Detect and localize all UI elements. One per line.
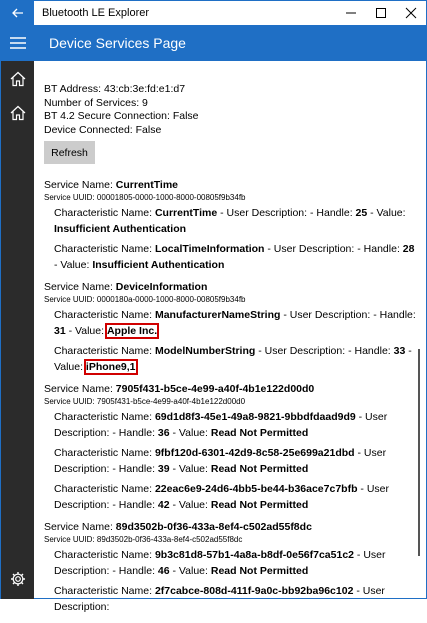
characteristic-item[interactable]: Characteristic Name: ManufacturerNameString - User Description: - Handle: 31 - Value: Apple Inc. — [54, 309, 416, 337]
settings-button[interactable] — [1, 563, 34, 595]
hamburger-button[interactable] — [1, 25, 34, 61]
maximize-icon — [376, 8, 386, 18]
service-name: 7905f431-b5ce-4e99-a40f-4b1e122d00d0 — [115, 383, 315, 395]
bt-address-row: BT Address: 43:cb:3e:fd:e1:d7 — [44, 83, 186, 95]
minimize-icon — [346, 8, 356, 18]
bt-address-value: 43:cb:3e:fd:e1:d7 — [103, 83, 186, 95]
characteristic-item[interactable]: Characteristic Name: 22eac6e9-24d6-4bb5-be44-b36ace7c7bfb - User Description: - Handle: 42 - Value: Read Not Permitted — [54, 483, 389, 511]
home-icon — [10, 105, 26, 121]
characteristic-item[interactable]: Characteristic Name: 2f7cabce-808d-411f-9a0c-bb92ba96c102 - User Description: — [54, 585, 385, 613]
service-item: Service Name: 89d3502b-0f36-433a-8ef4-c502ad55f8dc Service UUID: 89d3502b-0f36-433a-8ef4-c502ad55f8dc Characteristic Name: 9b3c81d8-57b1-4a8a-b8df-0e56f7ca51c2 - User Description: - Handle: 46 - Value: Read Not Permitted Characteristic Name: 2f7cabce-808d-411f-9a0c-bb92ba96c102 - User Description: — [44, 521, 416, 615]
characteristic-item[interactable]: Characteristic Name: CurrentTime - User Description: - Handle: 25 - Value: Insufficient Authentication — [54, 207, 406, 235]
back-arrow-icon — [12, 8, 24, 18]
service-uuid: 00001805-0000-1000-8000-00805f9b34fb — [96, 193, 246, 202]
service-name: 89d3502b-0f36-433a-8ef4-c502ad55f8dc — [115, 521, 312, 533]
minimize-button[interactable] — [336, 1, 366, 25]
title-bar — [1, 1, 426, 25]
service-item: Service Name: 7905f431-b5ce-4e99-a40f-4b1e122d00d0 Service UUID: 7905f431-b5ce-4e99-a40f-4b1e122d00d0 Characteristic Name: 69d1d8f3-45e1-49a8-9821-9bbdfdaad9d9 - User Description: - Handle: 36 - Value: Read Not Permitted Characteristic Name: 9fbf120d-6301-42d9-8c58-25e699a21dbd - User Description: - Handle: 39 - Value: Read Not Permitted Characteristic Name: 22eac6e9-24d6-4bb5-be44-b36ace7c7bfb - User Description: - Handle: 42 - Value: Read Not Permitted — [44, 383, 416, 513]
page-title: Device Services Page — [49, 35, 186, 51]
device-connected-row: Device Connected: False — [44, 123, 162, 136]
service-uuid: 0000180a-0000-1000-8000-00805f9b34fb — [96, 295, 246, 304]
characteristic-item[interactable]: Characteristic Name: 9fbf120d-6301-42d9-8c58-25e699a21dbd - User Description: - Handle: 39 - Value: Read Not Permitted — [54, 447, 387, 475]
content-area — [34, 61, 426, 613]
secure-connection-row: BT 4.2 Secure Connection: False — [44, 110, 199, 123]
service-uuid: 89d3502b-0f36-433a-8ef4-c502ad55f8dc — [96, 535, 243, 544]
nav-home-button[interactable] — [1, 63, 34, 95]
highlighted-value: iPhone9,1 — [85, 361, 136, 373]
refresh-button[interactable]: Refresh — [44, 141, 95, 164]
app-title: Bluetooth LE Explorer — [42, 7, 150, 19]
gear-icon — [10, 571, 26, 587]
nav-rail — [1, 61, 34, 599]
services-count-row: Number of Services: 9 — [44, 96, 148, 109]
device-info — [44, 83, 199, 137]
characteristic-item[interactable]: Characteristic Name: LocalTimeInformation - User Description: - Handle: 28 - Value: Insufficient Authentication — [54, 243, 415, 271]
back-button[interactable] — [1, 1, 34, 25]
services-count-value: 9 — [142, 96, 148, 109]
characteristic-item[interactable]: Characteristic Name: 9b3c81d8-57b1-4a8a-b8df-0e56f7ca51c2 - User Description: - Handle: 46 - Value: Read Not Permitted — [54, 549, 386, 577]
nav-home-button-2[interactable] — [1, 97, 34, 129]
close-icon — [406, 8, 416, 18]
service-item: Service Name: CurrentTime Service UUID: 00001805-0000-1000-8000-00805f9b34fb Characteristic Name: CurrentTime - User Description: - Handle: 25 - Value: Insufficient Authentication Characteristic Name: LocalTimeInformation - User Description: - Handle: 28 - Value: Insufficient Authentication — [44, 179, 415, 271]
services-list — [44, 179, 416, 623]
page-header — [1, 25, 426, 61]
service-name: CurrentTime — [115, 179, 179, 191]
characteristic-item[interactable]: Characteristic Name: 69d1d8f3-45e1-49a8-9821-9bbdfdaad9d9 - User Description: - Handle: 36 - Value: Read Not Permitted — [54, 411, 388, 439]
home-icon — [10, 71, 26, 87]
close-button[interactable] — [396, 1, 426, 25]
maximize-button[interactable] — [366, 1, 396, 25]
service-item: Service Name: DeviceInformation Service UUID: 0000180a-0000-1000-8000-00805f9b34fb Characteristic Name: ManufacturerNameString - User Description: - Handle: 31 - Value: Apple Inc. Characteristic Name: ModelNumberString - User Description: - Handle: 33 - Value: iPhone9,1 — [44, 281, 416, 373]
device-connected-value: False — [135, 123, 162, 136]
service-name: DeviceInformation — [115, 281, 208, 293]
highlighted-value: Apple Inc. — [106, 325, 158, 337]
hamburger-icon — [10, 37, 26, 49]
scrollbar[interactable] — [418, 349, 420, 556]
characteristic-item[interactable]: Characteristic Name: ModelNumberString - User Description: - Handle: 33 - Value: iPhone9,1 — [54, 345, 412, 373]
service-uuid: 7905f431-b5ce-4e99-a40f-4b1e122d00d0 — [96, 397, 246, 406]
secure-connection-value: False — [172, 110, 199, 123]
